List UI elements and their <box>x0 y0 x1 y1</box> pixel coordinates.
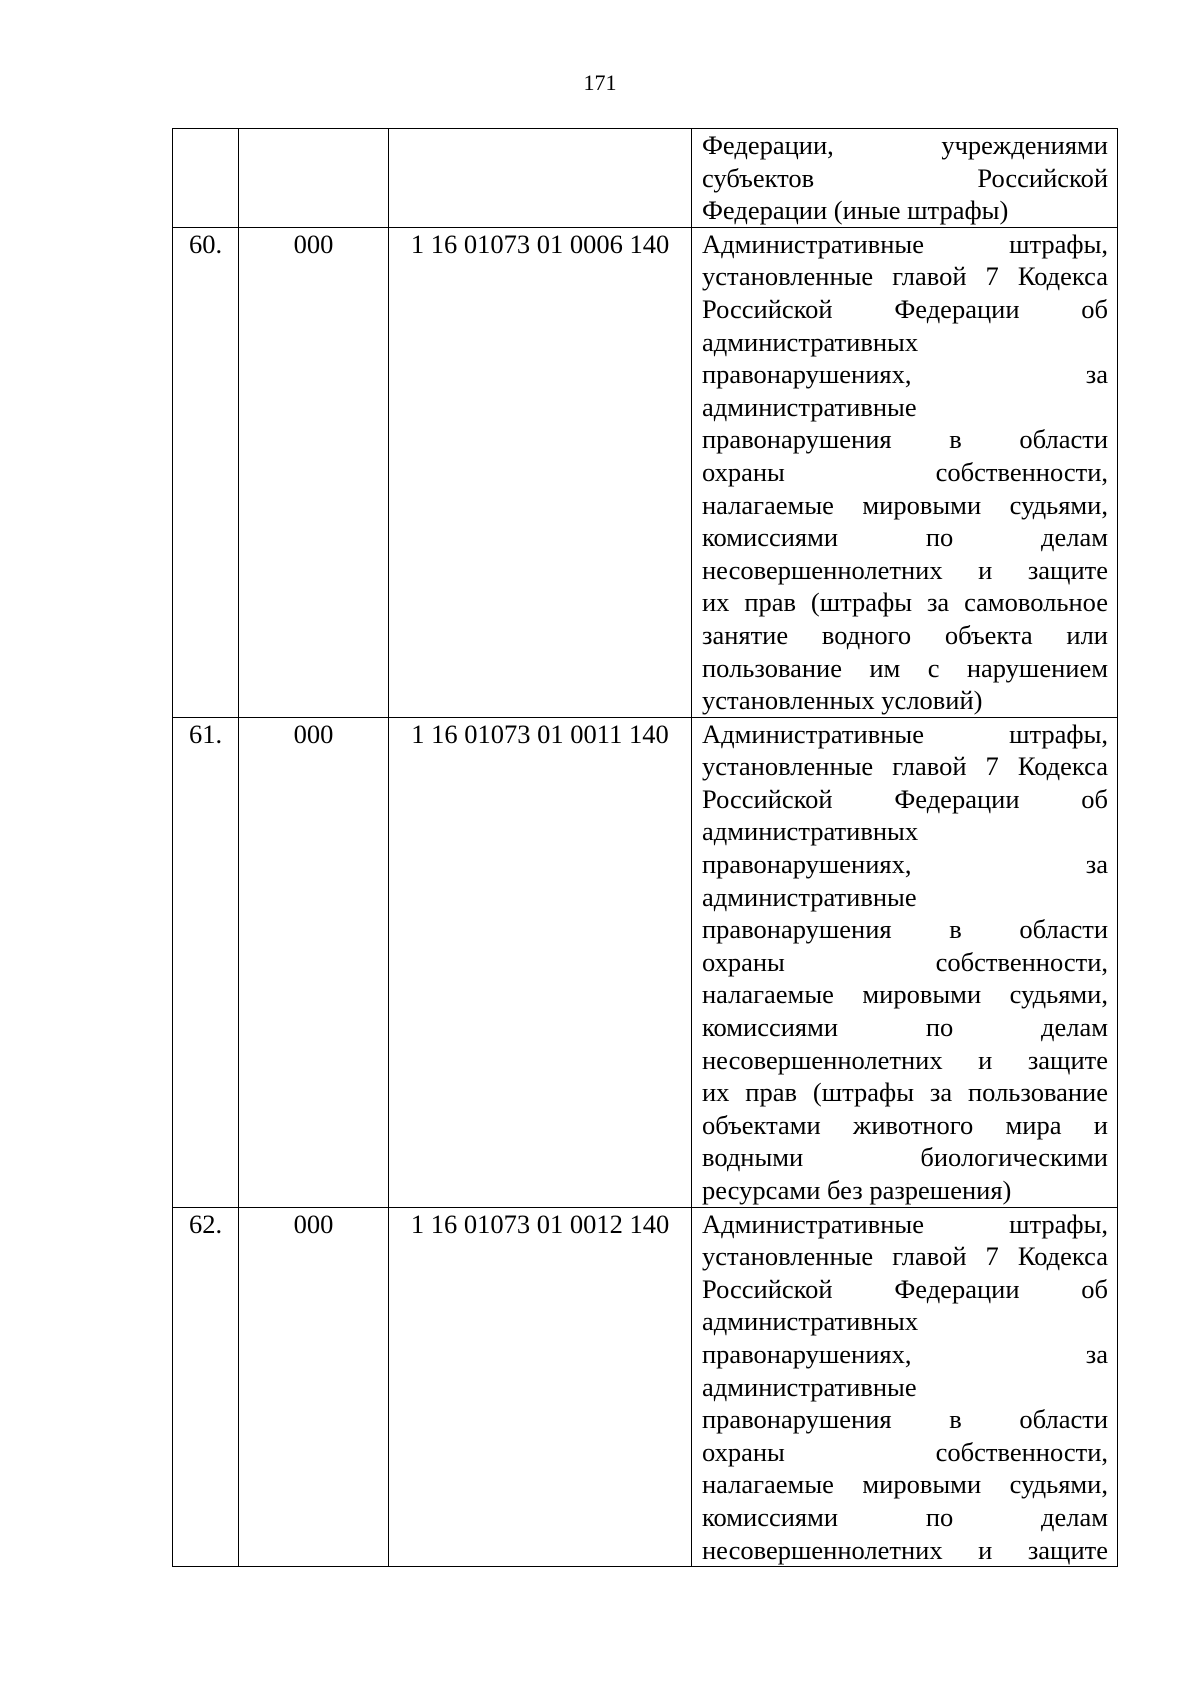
description-line: Административные штрафы, <box>702 1208 1108 1239</box>
description-line: несовершеннолетних и защите <box>702 554 1108 585</box>
description-cell <box>692 129 1118 228</box>
description-cell <box>692 717 1118 1207</box>
description-line: ресурсами без разрешения) <box>702 1175 1012 1205</box>
description-line: Федерации, учреждениями <box>702 130 1108 160</box>
table-row <box>173 227 1118 717</box>
description-line: Российской Федерации об <box>702 1273 1108 1304</box>
description-line: административных <box>702 326 919 357</box>
description-line: Российской Федерации об <box>702 293 1108 324</box>
description-line: административные <box>702 1371 917 1402</box>
description-line: правонарушениях, за <box>702 849 1108 880</box>
description-line: установленные главой 7 Кодекса <box>702 1241 1108 1272</box>
description-line: установленных условий) <box>702 685 983 716</box>
row-number-cell: 60. <box>173 227 239 717</box>
description-line: водными биологическими <box>702 1142 1108 1173</box>
fines-table <box>172 128 1118 1567</box>
table-row <box>173 129 1118 228</box>
description-line: их прав (штрафы за самовольное <box>702 587 1108 618</box>
admin-code-cell: 000 <box>239 1207 389 1567</box>
description-line: комиссиями по делам <box>702 1012 1108 1043</box>
description-line: Административные штрафы, <box>702 718 1108 749</box>
budget-code-cell: 1 16 01073 01 0011 140 <box>389 717 692 1207</box>
description-line: занятие водного объекта или <box>702 619 1108 650</box>
description-line: Федерации (иные штрафы) <box>702 195 1009 226</box>
admin-code-cell <box>239 129 389 228</box>
description-line: административные <box>702 881 917 912</box>
page-number: 171 <box>583 70 617 95</box>
budget-code-cell: 1 16 01073 01 0012 140 <box>389 1207 692 1567</box>
description-line: субъектов Российской <box>702 162 1108 193</box>
description-line: налагаемые мировыми судьями, <box>702 979 1108 1010</box>
description-line: правонарушения в области <box>702 1404 1108 1435</box>
description-line: административные <box>702 391 917 422</box>
table-row <box>173 717 1118 1207</box>
description-line: правонарушениях, за <box>702 359 1108 390</box>
description-line: установленные главой 7 Кодекса <box>702 751 1108 782</box>
description-line: охраны собственности, <box>702 946 1108 977</box>
row-number-cell <box>173 129 239 228</box>
description-line: налагаемые мировыми судьями, <box>702 1469 1108 1500</box>
description-line: правонарушения в области <box>702 914 1108 945</box>
description-line: комиссиями по делам <box>702 522 1108 553</box>
description-line: охраны собственности, <box>702 1436 1108 1467</box>
description-line: установленные главой 7 Кодекса <box>702 261 1108 292</box>
description-line: Российской Федерации об <box>702 783 1108 814</box>
description-line: комиссиями по делам <box>702 1501 1108 1532</box>
row-number-cell: 62. <box>173 1207 239 1567</box>
description-cell <box>692 1207 1118 1567</box>
budget-code-cell: 1 16 01073 01 0006 140 <box>389 227 692 717</box>
table-row <box>173 1207 1118 1567</box>
admin-code-cell: 000 <box>239 227 389 717</box>
budget-code-cell <box>389 129 692 228</box>
description-line: объектами животного мира и <box>702 1109 1108 1140</box>
description-line: Административные штрафы, <box>702 228 1108 259</box>
admin-code-cell: 000 <box>239 717 389 1207</box>
row-number-cell: 61. <box>173 717 239 1207</box>
table-body <box>173 129 1118 1567</box>
description-line: административных <box>702 1306 919 1337</box>
description-line: правонарушениях, за <box>702 1338 1108 1369</box>
description-line: несовершеннолетних и защите <box>702 1044 1108 1075</box>
description-line: охраны собственности, <box>702 456 1108 487</box>
description-line: правонарушения в области <box>702 424 1108 455</box>
description-cell <box>692 227 1118 717</box>
description-line: административных <box>702 816 919 847</box>
description-line: несовершеннолетних и защите <box>702 1534 1108 1565</box>
description-line: их прав (штрафы за пользование <box>702 1077 1108 1108</box>
description-line: налагаемые мировыми судьями, <box>702 489 1108 520</box>
description-line: пользование им с нарушением <box>702 652 1108 683</box>
